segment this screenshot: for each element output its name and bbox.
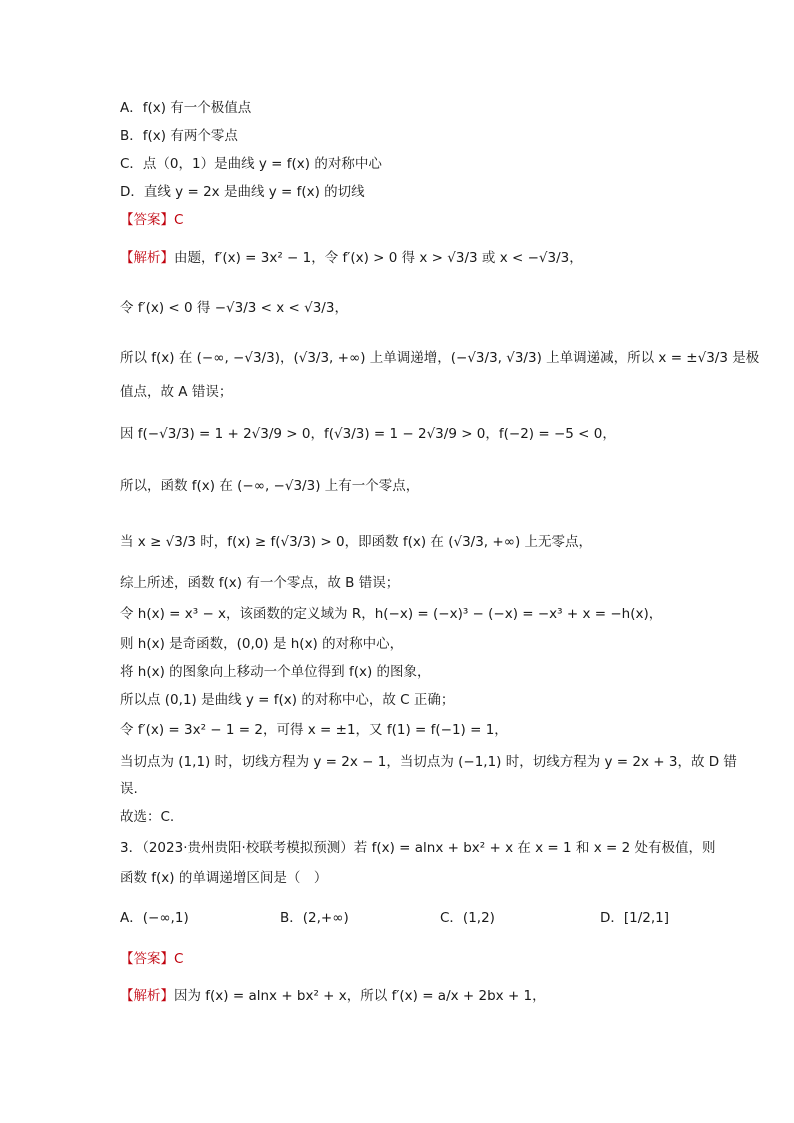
analysis-line-7: 当 x ≥ √3/3 时，f(x) ≥ f(√3/3) > 0，即函数 f(x) 在 (√3/3, +∞) 上无零点，	[120, 534, 593, 550]
option-a: A．f(x) 有一个极值点	[120, 100, 252, 116]
q3-answer-line	[120, 947, 183, 967]
analysis-line-14: 当切点为 (1,1) 时，切线方程为 y = 2x − 1，当切点为 (−1,1) 时，切线方程为 y = 2x + 3，故 D 错	[120, 754, 737, 770]
q3-option-d: D．[1/2,1]	[600, 910, 670, 926]
analysis-line-4: 值点，故 A 错误；	[120, 384, 233, 400]
q3-answer-value: C	[174, 951, 184, 967]
analysis-line-11: 将 h(x) 的图象向上移动一个单位得到 f(x) 的图象，	[120, 664, 431, 680]
analysis-line-10: 则 h(x) 是奇函数，(0,0) 是 h(x) 的对称中心，	[120, 636, 404, 652]
analysis-label: 【解析】	[120, 250, 174, 266]
option-b: B．f(x) 有两个零点	[120, 128, 238, 144]
q3-analysis-text: 因为 f(x) = alnx + bx² + x，所以 f′(x) = a/x + 2bx + 1，	[174, 988, 546, 1004]
analysis-line-8: 综上所述，函数 f(x) 有一个零点，故 B 错误；	[120, 575, 400, 591]
analysis-text: 由题，f′(x) = 3x² − 1，令 f′(x) > 0 得 x > √3/3 或 x < −√3/3，	[174, 250, 583, 266]
q3-option-a: A．(−∞,1)	[120, 910, 189, 926]
analysis-line-13: 令 f′(x) = 3x² − 1 = 2，可得 x = ±1，又 f(1) = f(−1) = 1，	[120, 722, 508, 738]
option-c: C．点（0，1）是曲线 y = f(x) 的对称中心	[120, 156, 382, 172]
question3-options	[120, 906, 760, 926]
analysis-line-2: 令 f′(x) < 0 得 −√3/3 < x < √3/3，	[120, 300, 348, 316]
q3-answer-label: 【答案】	[120, 951, 174, 967]
choose-line: 故选：C.	[120, 809, 175, 825]
analysis-line-12: 所以点 (0,1) 是曲线 y = f(x) 的对称中心，故 C 正确；	[120, 692, 455, 708]
analysis-line-9: 令 h(x) = x³ − x，该函数的定义域为 R，h(−x) = (−x)³ − (−x) = −x³ + x = −h(x)，	[120, 606, 663, 622]
option-d: D．直线 y = 2x 是曲线 y = f(x) 的切线	[120, 184, 365, 200]
answer-label: 【答案】	[120, 212, 174, 228]
answer-value: C	[174, 212, 184, 228]
q3-option-c: C．(1,2)	[440, 910, 495, 926]
analysis-line-3: 所以 f(x) 在 (−∞, −√3/3)，(√3/3, +∞) 上单调递增，(−√3/3, √3/3) 上单调递减，所以 x = ±√3/3 是极	[120, 350, 760, 366]
analysis-line-15: 误.	[120, 781, 138, 797]
q3-option-b: B．(2,+∞)	[280, 910, 349, 926]
analysis-line-6: 所以，函数 f(x) 在 (−∞, −√3/3) 上有一个零点，	[120, 478, 420, 494]
analysis-line-5: 因 f(−√3/3) = 1 + 2√3/9 > 0，f(√3/3) = 1 − 2√3/9 > 0，f(−2) = −5 < 0，	[120, 426, 616, 442]
analysis-line-1	[120, 246, 583, 266]
question3-line-2: 函数 f(x) 的单调递增区间是（ ）	[120, 870, 328, 886]
q3-analysis-label: 【解析】	[120, 988, 174, 1004]
q3-analysis-line	[120, 984, 546, 1004]
answer-line	[120, 208, 183, 228]
question3-line-1: 3．（2023·贵州贵阳·校联考模拟预测）若 f(x) = alnx + bx² + x 在 x = 1 和 x = 2 处有极值，则	[120, 840, 716, 856]
